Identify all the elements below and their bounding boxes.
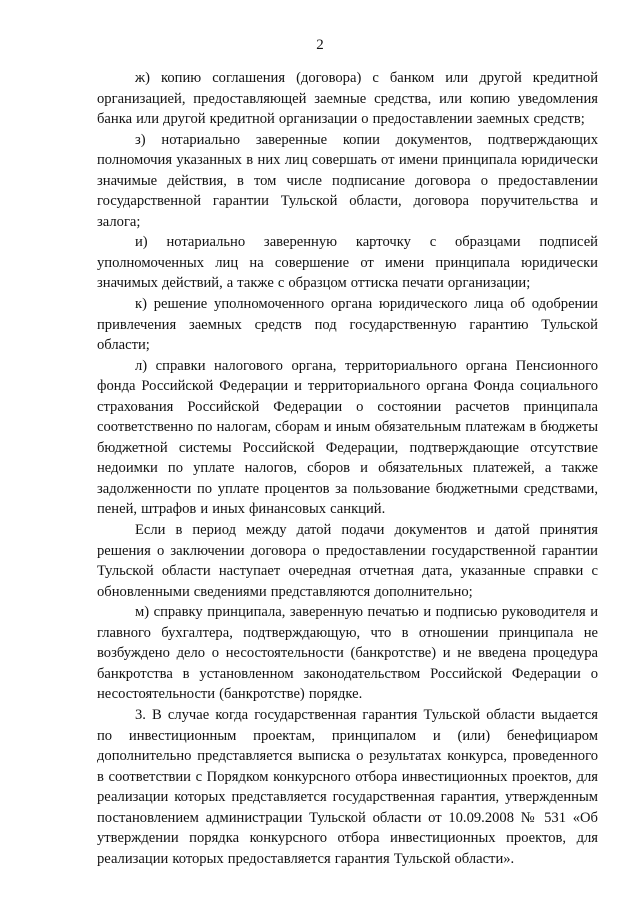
document-body [97,68,598,869]
paragraph-z: з) нотариально заверенные копии документов, подтверждающих полномочия указанных в них лиц совершать от имени принципала юридически значимые действия, в том числе подписание договора о предоставлении государственной гарантии Тульской области, договора поручительства и залога; [97,131,598,230]
page-number: 2 [316,37,324,53]
paragraph-k: к) решение уполномоченного органа юридического лица об одобрении привлечения заемных средств под государственную гарантию Тульской области; [97,296,598,354]
paragraph-3: 3. В случае когда государственная гарантия Тульской области выдается по инвестиционным проектам, принципалом и (или) бенефициаром дополнительно представляется выписка о результатах конкурса, проведенного в соответствии с Порядком конкурсного отбора инвестиционных проектов, для реализации которых представляется государственная гарантия, утвержденным постановлением администрации Тульской области от 10.09.2008 № 531 «Об утверждении порядка конкурсного отбора инвестиционных проектов, для реализации которых предоставляется гарантия Тульской области». [97,706,598,867]
paragraph-zh: ж) копию соглашения (договора) с банком или другой кредитной организацией, предоставляющей заемные средства, или копию уведомления банка или другой кредитной организации о предоставлении заемных средств; [97,70,598,128]
paragraph-m: м) справку принципала, заверенную печатью и подписью руководителя и главного бухгалтера, подтверждающую, что в отношении принципала не возбуждено дело о несостоятельности (банкротстве) и не введена процедура банкротства в установленном законодательством Российской Федерации о несостоятельности (банкротстве) порядке. [97,604,598,703]
paragraph-reporting-date: Если в период между датой подачи документов и датой принятия решения о заключении договора о предоставлении государственной гарантии Тульской области наступает очередная отчетная дата, указанные справки с обновленными сведениями представляются дополнительно; [97,522,598,600]
paragraph-i: и) нотариально заверенную карточку с образцами подписей уполномоченных лиц на совершение от имени принципала юридически значимых действий, а также с образцом оттиска печати организации; [97,234,598,292]
paragraph-l: л) справки налогового органа, территориального органа Пенсионного фонда Российской Федерации и территориального органа Фонда социального страхования Российской Федерации о состоянии расчетов принципала соответственно по налогам, сборам и иным обязательным платежам в бюджеты бюджетной системы Российской Федерации, подтверждающие отсутствие недоимки по уплате налогов, сборов и обязательных платежей, а также задолженности по уплате процентов за пользование бюджетными средствами, пеней, штрафов и иных финансовых санкций. [97,357,598,518]
